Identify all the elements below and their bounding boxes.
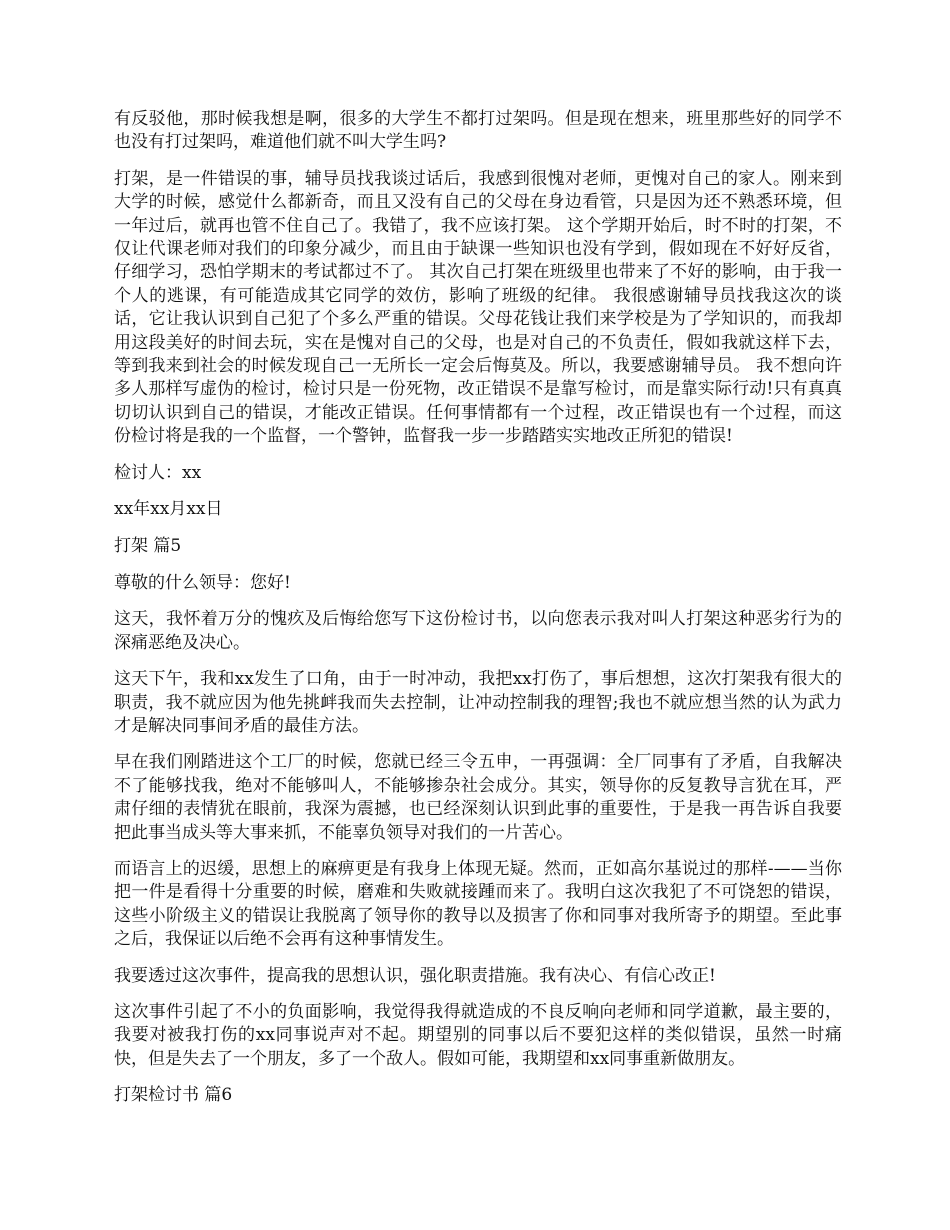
paragraph-intro: 这天，我怀着万分的愧疚及后悔给您写下这份检讨书，以向您表示我对叫人打架这种恶劣行为的深痛恶绝及决心。 — [114, 609, 842, 653]
section-heading-6: 打架检讨书 篇6 — [114, 1085, 233, 1106]
salutation: 尊敬的什么领导：您好! — [114, 572, 291, 593]
date-line: xx年xx月xx日 — [114, 499, 223, 520]
paragraph-reflection: 打架，是一件错误的事，辅导员找我谈过话后，我感到很愧对老师，更愧对自己的家人。刚来到大学的时候，感觉什么都新奇，而且又没有自己的父母在身边看管，只是因为还不熟悉环境，但一年过后，就再也管不住自己了。我错了，我不应该打架。 这个学期开始后，时不时的打架，不仅让代课老师对我们的印象分减少，而且由于缺课一些知识也没有学到，假如现在不好好反省，仔细学习，恐怕学期末的考试都过不了。 其次自己打架在班级里也带来了不好的影响，由于我一个人的逃课，有可能造成其它同学的效仿，影响了班级的纪律。 我很感谢辅导员找我这次的谈话，它让我认识到自己犯了个多么严重的错误。父母花钱让我们来学校是为了学知识的，而我却用这段美好的时间去玩，实在是愧对自己的父母，也是对自己的不负责任，假如我就这样下去，等到我来到社会的时候发现自己一无所长一定会后悔莫及。所以，我要感谢辅导员。 我不想向许多人那样写虚伪的检讨，检讨只是一份死物，改正错误不是靠写检讨，而是靠实际行动!只有真真切切认识到自己的错误，才能改正错误。任何事情都有一个过程，改正错误也有一个过程，而这份检讨将是我的一个监督，一个警钟，监督我一步一步踏踏实实地改正所犯的错误! — [114, 168, 842, 447]
paragraph-background: 早在我们刚踏进这个工厂的时候，您就已经三令五申，一再强调：全厂同事有了矛盾，自我解决不了能够找我，绝对不能够叫人，不能够掺杂社会成分。其实，领导你的反复教导言犹在耳，严肃仔细的表情犹在眼前，我深为震撼，也已经深刻认识到此事的重要性，于是我一再告诉自我要把此事当成头等大事来抓，不能辜负领导对我们的一片苦心。 — [114, 752, 842, 843]
paragraph-apology: 这次事件引起了不小的负面影响，我觉得我得就造成的不良反响向老师和同学道歉，最主要的，我要对被我打伤的xx同事说声对不起。期望别的同事以后不要犯这样的类似错误，虽然一时痛快，但是失去了一个朋友，多了一个敌人。假如可能，我期望和xx同事重新做朋友。 — [114, 1002, 842, 1069]
paragraph-analysis: 而语言上的迟缓，思想上的麻痹更是有我身上体现无疑。然而，正如高尔基说过的那样-——当你把一件是看得十分重要的时候，磨难和失败就接踵而来了。我明白这次我犯了不可饶恕的错误，这些小阶级主义的错误让我脱离了领导你的教导以及损害了你和同事对我所寄予的期望。至此事之后，我保证以后绝不会再有这种事情发生。 — [114, 858, 842, 950]
paragraph-resolve: 我要透过这次事件，提高我的思想认识，强化职责措施。我有决心、有信心改正! — [114, 965, 716, 986]
paragraph-incident: 这天下午，我和xx发生了口角，由于一时冲动，我把xx打伤了，事后想想，这次打架我有很大的职责，我不就应因为他先挑衅我而失去控制，让冲动控制我的理智;我也不就应想当然的认为武力才是解决同事间矛盾的最佳方法。 — [114, 669, 842, 736]
section-heading-5: 打架 篇5 — [114, 535, 182, 556]
paragraph-continuation: 有反驳他，那时候我想是啊，很多的大学生不都打过架吗。但是现在想来，班里那些好的同学不也没有打过架吗，难道他们就不叫大学生吗? — [114, 109, 842, 153]
signature-line: 检讨人：xx — [114, 462, 202, 483]
document-body — [114, 108, 842, 1122]
